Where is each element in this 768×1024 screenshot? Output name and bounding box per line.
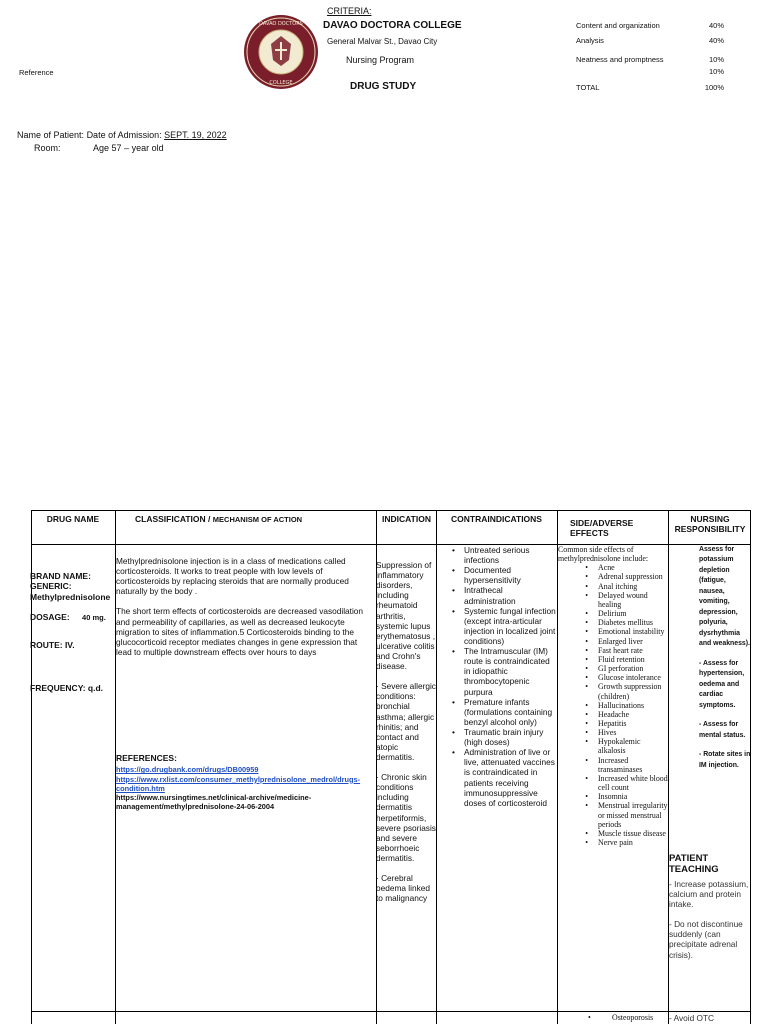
mechanism-paragraph: The short term effects of corticosteroids are decreased vasodilation and permeability of capillaries, as well as decreased leukocyte migration to sites of inflammation.5 Corticosteroids binding to the glucocorticoid receptor mediates changes in gene expression that lead to multiple downstream effects over hours to days bbox=[116, 606, 364, 657]
criteria-value: 40% bbox=[708, 36, 724, 45]
side-effect-row bbox=[558, 737, 668, 755]
dosage-label: DOSAGE: bbox=[30, 612, 70, 623]
nursing-cell bbox=[699, 545, 751, 771]
reference-label: Reference bbox=[19, 68, 54, 77]
indication-item: · Chronic skin conditions including dermatitis herpetiformis, severe psoriasis and severe seborrhoeic dermatitis. bbox=[376, 772, 436, 863]
contraindication-item: The Intramuscular (IM) route is contraindicated in idiopathic thrombocytopenic purpura bbox=[464, 646, 550, 697]
side-effect-item: Osteoporosis bbox=[612, 1013, 654, 1022]
bullet-icon: • bbox=[585, 627, 588, 637]
reference-link[interactable]: https://go.drugbank.com/drugs/DB00959 bbox=[116, 765, 259, 775]
contraindication-item: Intrathecal administration bbox=[464, 585, 516, 606]
bullet-icon: • bbox=[585, 773, 588, 783]
bullet-icon: • bbox=[585, 563, 588, 573]
nursing-item: - Assess for mental status. bbox=[699, 721, 746, 739]
side-effect-item: Muscle tissue disease bbox=[598, 828, 666, 838]
bullet-icon: • bbox=[585, 792, 588, 802]
side-effect-item: Hepatitis bbox=[598, 718, 627, 728]
patient-name-line bbox=[17, 130, 227, 140]
criteria-value: 40% bbox=[708, 21, 724, 30]
bullet-icon: • bbox=[585, 737, 588, 747]
side-effect-item: Delirium bbox=[598, 609, 627, 619]
side-effect-item: Hypokalemic alkalosis bbox=[598, 737, 641, 756]
side-effect-item: Emotional instability bbox=[598, 627, 665, 637]
svg-text:COLLEGE: COLLEGE bbox=[269, 80, 293, 86]
criteria-total-value: 100% bbox=[704, 83, 724, 92]
bullet-icon: • bbox=[585, 673, 588, 683]
side-effect-row bbox=[558, 682, 668, 700]
room-line bbox=[34, 143, 164, 153]
header-side-effects: SIDE/ADVERSE EFFECTS bbox=[570, 518, 634, 538]
side-effect-item: Fluid retention bbox=[598, 654, 645, 664]
side-effect-row bbox=[558, 719, 668, 728]
side-effect-row bbox=[558, 609, 668, 618]
indication-item: Suppression of inflammatory disorders, including rheumatoid arthritis, systemic lupus erythematosus , ulcerative colitis and Crohn's disease. bbox=[376, 560, 436, 672]
program-name: Nursing Program bbox=[346, 55, 415, 65]
side-effect-item: Headache bbox=[598, 709, 630, 719]
side-effect-row bbox=[558, 756, 668, 774]
side-effect-row bbox=[558, 792, 668, 801]
criteria-value: 10% bbox=[708, 55, 724, 64]
side-effect-item: Diabetes mellitus bbox=[598, 618, 654, 628]
side-effect-item: GI perforation bbox=[598, 664, 644, 674]
nursing-item: Assess for potassium depletion (fatigue, nausea, vomiting, depression, polyuria, dysrhythmia and weakness). bbox=[699, 546, 750, 648]
side-effects-cell bbox=[558, 545, 668, 847]
bullet-icon: • bbox=[585, 654, 588, 664]
teaching-item: - Do not discontinue suddenly (can precipitate adrenal crisis). bbox=[669, 919, 743, 960]
side-effect-row bbox=[558, 829, 668, 838]
contraindication-item: Administration of live or live, attenuated vaccines is contraindicated in patients receiving immunosuppressive doses of corticosteroid bbox=[464, 747, 555, 808]
dosage-value: 40 mg. bbox=[82, 613, 106, 623]
reference-text: https://www.nursingtimes.net/clinical-archive/medicine-management/methylprednisolone-24-06-2004 bbox=[116, 793, 312, 812]
admission-date: SEPT. 19, 2022 bbox=[164, 130, 227, 140]
header-contraindications: CONTRAINDICATIONS bbox=[451, 514, 542, 524]
side-effect-row bbox=[558, 582, 668, 591]
generic-label: GENERIC: bbox=[30, 581, 72, 592]
header-indication: INDICATION bbox=[382, 514, 431, 524]
reference-link[interactable]: https://www.rxlist.com/consumer_methylprednisolone_medrol/drugs-condition.htm bbox=[116, 774, 361, 793]
indication-item: · Cerebral oedema linked to malignancy bbox=[376, 873, 430, 904]
side-effect-row bbox=[558, 774, 668, 792]
bullet-icon: • bbox=[585, 581, 588, 591]
contraindication-item: Documented hypersensitivity bbox=[464, 565, 521, 586]
brand-name-label: BRAND NAME: bbox=[30, 571, 91, 581]
patient-name-label: Name of Patient: bbox=[17, 130, 85, 140]
teaching-item: - Increase potassium, calcium and protein intake. bbox=[669, 878, 749, 910]
criteria-label: Neatness and promptness bbox=[576, 55, 664, 64]
criteria-title: CRITERIA: bbox=[327, 6, 372, 16]
side-effect-item: Fast heart rate bbox=[598, 645, 643, 655]
contraindication-item: Premature infants (formulations containing benzyl alcohol only) bbox=[464, 696, 553, 727]
indication-cell bbox=[376, 560, 436, 903]
drug-name-cell bbox=[30, 571, 114, 693]
contraindication-item: Traumatic brain injury (high doses) bbox=[464, 726, 544, 748]
patient-teaching-cell bbox=[669, 854, 749, 960]
side-effect-row bbox=[558, 563, 668, 572]
bullet-icon: • bbox=[585, 700, 588, 710]
room-label: Room: bbox=[34, 143, 61, 153]
header-mechanism-label: MECHANISM OF ACTION bbox=[212, 515, 303, 524]
side-effect-row bbox=[558, 838, 668, 847]
bullet-icon: • bbox=[585, 838, 588, 847]
bullet-icon: • bbox=[585, 709, 588, 719]
column-divider bbox=[436, 510, 437, 1024]
bullet-icon: • bbox=[585, 572, 588, 582]
classification-cell bbox=[116, 556, 375, 812]
bullet-icon: • bbox=[585, 590, 588, 600]
side-effect-row bbox=[558, 591, 668, 609]
college-name: DAVAO DOCTORA COLLEGE bbox=[323, 20, 462, 31]
bullet-icon: • bbox=[585, 664, 588, 674]
side-effect-item: Hives bbox=[598, 728, 617, 738]
side-effect-row bbox=[558, 646, 668, 655]
side-effect-row bbox=[558, 710, 668, 719]
side-effect-row bbox=[558, 728, 668, 737]
college-address: General Malvar St., Davao City bbox=[327, 37, 438, 46]
header-classification-label: CLASSIFICATION / bbox=[135, 514, 211, 524]
side-effect-row bbox=[558, 655, 668, 664]
side-effect-row bbox=[558, 618, 668, 627]
criteria-value: 10% bbox=[708, 67, 724, 76]
side-effect-item: Hallucinations bbox=[598, 700, 645, 710]
side-effect-item: Anal itching bbox=[598, 581, 638, 591]
criteria-label: Analysis bbox=[576, 36, 604, 45]
side-effect-item: Increased transaminases bbox=[598, 755, 643, 774]
references-label: REFERENCES: bbox=[116, 752, 177, 763]
side-effect-item: Adrenal suppression bbox=[598, 572, 663, 582]
bullet-icon: • bbox=[585, 618, 588, 628]
side-effect-row bbox=[558, 801, 668, 828]
bullet-icon: • bbox=[585, 755, 588, 765]
frequency: FREQUENCY: q.d. bbox=[30, 682, 104, 693]
route: ROUTE: IV. bbox=[30, 640, 75, 651]
side-effect-item: Enlarged liver bbox=[598, 636, 643, 646]
nursing-item: - Assess for hypertension, oedema and cardiac symptoms. bbox=[699, 659, 745, 709]
next-row-side-effect: • Osteoporosis bbox=[588, 1013, 654, 1022]
side-effect-row bbox=[558, 673, 668, 682]
contraindication-item: Untreated serious infections bbox=[464, 545, 530, 566]
svg-text:DAVAO DOCTORS: DAVAO DOCTORS bbox=[259, 21, 303, 27]
side-effect-item: Delayed wound healing bbox=[598, 590, 648, 609]
table-row-divider bbox=[31, 1011, 751, 1012]
header-classification bbox=[117, 514, 392, 524]
side-effect-row bbox=[558, 572, 668, 581]
side-effect-row bbox=[558, 664, 668, 673]
side-effect-item: Glucose intolerance bbox=[598, 673, 661, 683]
side-effect-item: Growth suppression (children) bbox=[598, 682, 662, 701]
classification-paragraph: Methylprednisolone injection is in a class of medications called corticosteroids. It works to treat people with low levels of corticosteroids by replacing steroids that are normally produced naturally by the body . bbox=[116, 556, 349, 597]
bullet-icon: • bbox=[585, 636, 588, 646]
bullet-icon: • bbox=[585, 828, 588, 838]
side-effect-item: Menstrual irregularity or missed menstrual periods bbox=[598, 801, 668, 829]
side-effect-row bbox=[558, 701, 668, 710]
bullet-icon: • bbox=[585, 718, 588, 728]
header-drug-name: DRUG NAME bbox=[46, 514, 100, 524]
college-seal-logo bbox=[243, 14, 319, 90]
patient-teaching-label: PATIENT TEACHING bbox=[669, 853, 719, 875]
side-effect-item: Nerve pain bbox=[598, 838, 633, 847]
side-effect-item: Acne bbox=[598, 563, 615, 573]
indication-item: · Severe allergic conditions: bronchial asthma; allergic rhinitis; and contact and atopic dermatitis. bbox=[376, 681, 436, 762]
side-effect-row bbox=[558, 627, 668, 636]
bullet-icon: • bbox=[585, 801, 588, 811]
bullet-icon: • bbox=[585, 728, 588, 738]
generic-name: Methylprednisolone bbox=[30, 591, 111, 602]
table-border-top bbox=[31, 510, 751, 511]
header-nursing: NURSING RESPONSIBILITY bbox=[674, 514, 746, 534]
bullet-icon: • bbox=[585, 609, 588, 619]
criteria-label: Content and organization bbox=[576, 21, 660, 30]
side-effect-item: Insomnia bbox=[598, 792, 628, 802]
side-effect-item: Increased white blood cell count bbox=[598, 773, 668, 793]
contraindications-cell: • Untreated serious infections • Documented hypersensitivity • Intrathecal administration • Systemic fungal infection (except intra-articular injection in localized joint conditions) • The Intramuscular (IM) route is contraindicated in idiopathic thrombocytopenic purpura • Premature infants (formulations containing benzyl alcohol only) • Traumatic brain injury (high doses) • Administration of live or live, attenuated vaccines is contraindicated in patients receiving immunosuppressive doses of corticosteroid bbox=[452, 545, 556, 808]
criteria-total-label: TOTAL bbox=[576, 83, 600, 92]
side-effect-row bbox=[558, 637, 668, 646]
bullet-icon: • bbox=[585, 645, 588, 655]
nursing-item: - Rotate sites in IM injection. bbox=[699, 751, 751, 769]
bullet-icon: • bbox=[585, 682, 588, 692]
side-effects-intro: Common side effects of methylprednisolone include: bbox=[558, 545, 649, 564]
admission-date-label: Date of Admission: bbox=[86, 130, 162, 140]
next-row-teaching: - Avoid OTC bbox=[669, 1013, 715, 1023]
document-title: DRUG STUDY bbox=[350, 81, 417, 92]
patient-age: Age 57 – year old bbox=[93, 143, 164, 153]
contraindication-item: Systemic fungal infection (except intra-articular injection in localized joint conditions) bbox=[464, 605, 556, 646]
